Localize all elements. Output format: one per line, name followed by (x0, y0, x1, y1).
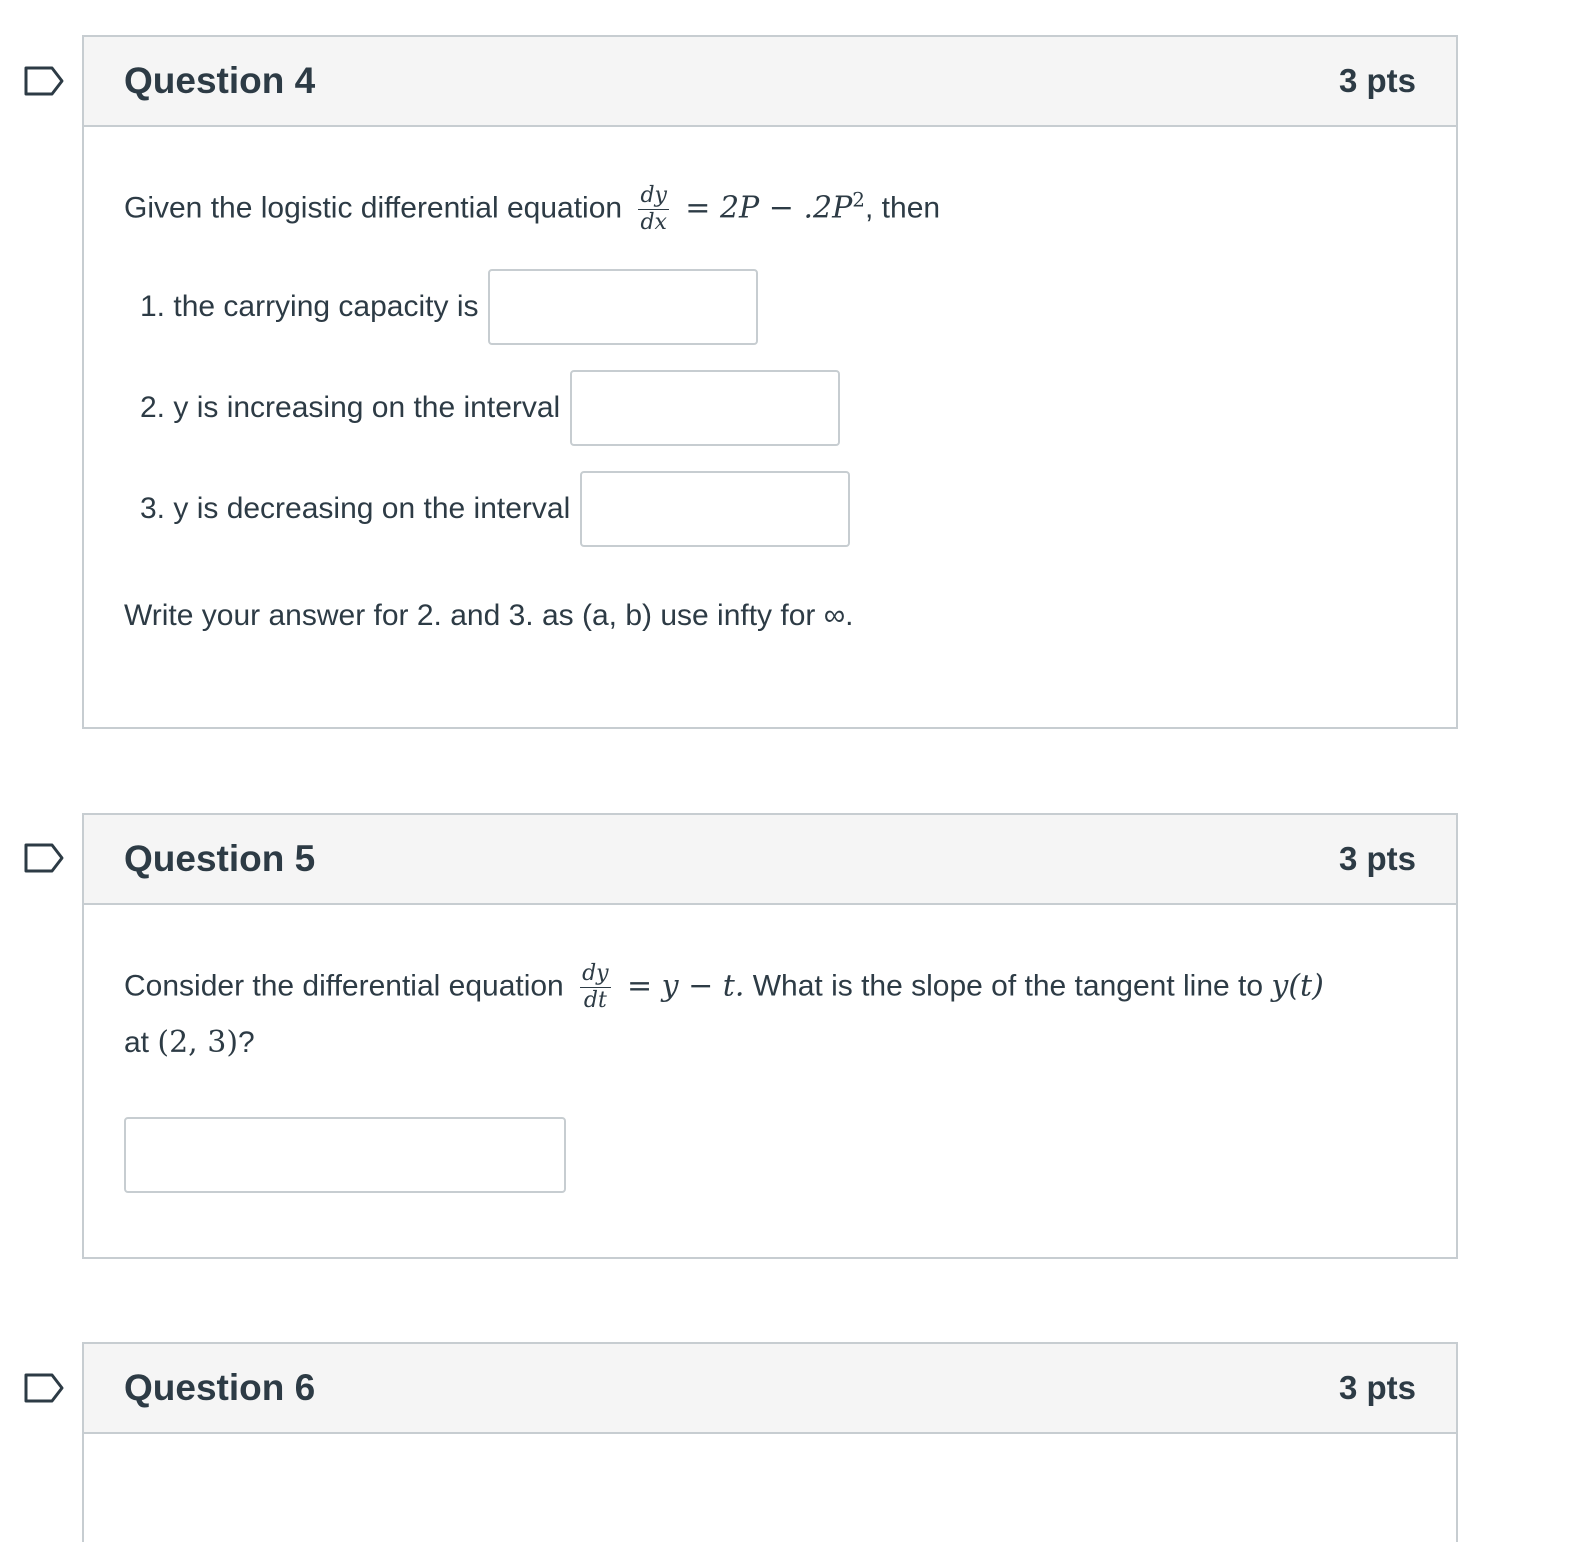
question-header (84, 815, 1456, 905)
answer-label: 2. y is increasing on the interval (140, 391, 561, 424)
equation-exponent: 2 (852, 187, 865, 212)
answer-label: 1. the carrying capacity is (140, 290, 479, 323)
answer-label: 3. y is decreasing on the interval (140, 492, 571, 525)
flag-question-5-icon[interactable] (24, 843, 64, 873)
question-points: 3 pts (1338, 1369, 1416, 1406)
answer-item-3 (140, 471, 850, 547)
decreasing-interval-input[interactable] (580, 471, 850, 547)
slope-answer-input[interactable] (124, 1117, 566, 1193)
question-4 (82, 35, 1458, 729)
question-points: 3 pts (1338, 840, 1416, 877)
question-text-line-2 (124, 1025, 255, 1060)
question-intro: Consider the differential equation (124, 969, 564, 1003)
question-title: Question 4 (124, 60, 316, 101)
flag-question-6-icon[interactable] (24, 1373, 64, 1403)
increasing-interval-input[interactable] (570, 370, 840, 446)
question-intro: Given the logistic differential equation (124, 191, 623, 225)
question-mark: ? (238, 1026, 255, 1059)
equation-rhs: = 2P − .2P (685, 190, 853, 226)
question-title: Question 5 (124, 838, 316, 879)
equation-rhs: = y − t. (626, 968, 745, 1004)
question-text (124, 963, 1324, 1012)
derivative-fraction: $\frac{dy}{dx}$ (640, 183, 667, 235)
flag-question-4-icon[interactable] (24, 66, 64, 96)
question-6 (82, 1342, 1458, 1542)
question-header (84, 1344, 1456, 1434)
answer-format-note: Write your answer for 2. and 3. as (a, b) use infty for ∞. (124, 599, 854, 632)
carrying-capacity-input[interactable] (488, 269, 758, 345)
question-text-mid: What is the slope of the tangent line to (752, 969, 1264, 1003)
question-points: 3 pts (1338, 62, 1416, 99)
question-5 (82, 813, 1458, 1259)
function-notation: y(t) (1271, 968, 1324, 1004)
at-label: at (124, 1026, 150, 1059)
point-notation: (2, 3) (157, 1025, 239, 1060)
question-text (124, 185, 940, 234)
answer-item-2 (140, 370, 840, 446)
question-title: Question 6 (124, 1367, 316, 1408)
question-header (84, 37, 1456, 127)
derivative-fraction: $\frac{dy}{dt}$ (582, 961, 609, 1013)
question-intro-end: , then (865, 191, 941, 225)
answer-item-1 (140, 269, 758, 345)
